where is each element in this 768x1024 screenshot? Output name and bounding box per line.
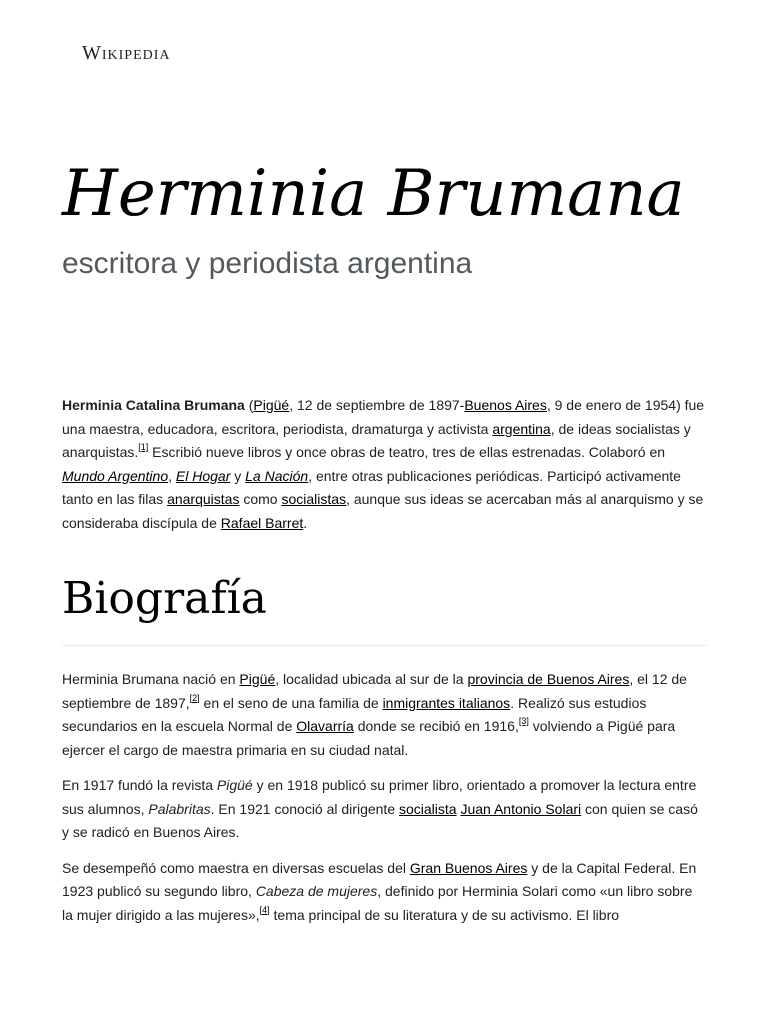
link-pigue[interactable]: Pigüé [253, 397, 290, 413]
link-provincia-buenos-aires[interactable]: provincia de Buenos Aires [467, 671, 630, 687]
text: Herminia Brumana nació en [62, 671, 240, 687]
subject-name: Herminia Catalina Brumana [62, 397, 245, 413]
wikipedia-logo[interactable]: Wikipedia [82, 42, 171, 64]
text: Se desempeñó como maestra en diversas escuelas del [62, 859, 410, 876]
text: ( [244, 397, 254, 413]
text: tema principal de su literatura y de su activismo. El libro [269, 906, 620, 923]
link-el-hogar[interactable]: El Hogar [175, 467, 231, 484]
text: , aunque sus ideas se acercaban más al anarquismo y se consideraba discípula de [62, 491, 704, 531]
emphasis-palabritas: Palabritas [148, 800, 211, 817]
page-title: Herminia Brumana [62, 157, 685, 231]
link-anarquistas[interactable]: anarquistas [167, 491, 240, 507]
text: , 12 de septiembre de 1897- [289, 397, 465, 413]
link-argentina[interactable]: argentina [492, 420, 551, 437]
link-socialista[interactable]: socialista [399, 800, 457, 817]
intro-paragraph [62, 394, 707, 535]
text: . [303, 514, 308, 531]
link-la-nacion[interactable]: La Nación [245, 467, 309, 484]
text: . Realizó sus estudios secundarios en la escuela Normal de [62, 694, 647, 734]
text: , el 12 de septiembre de 1897, [62, 671, 687, 711]
text: , definido por Herminia Solari como «un libro sobre la mujer dirigido a las mujeres», [62, 883, 693, 923]
link-rafael-barret[interactable]: Rafael Barret [220, 514, 304, 531]
text: volviendo a Pigüé para ejercer el cargo de maestra primaria en su ciudad natal. [62, 718, 676, 758]
text: , localidad ubicada al sur de la [275, 671, 468, 687]
text: donde se recibió en 1916, [353, 718, 519, 734]
link-pigue[interactable]: Pigüé [239, 671, 276, 687]
page-subtitle: escritora y periodista argentina [62, 247, 473, 280]
reference-link-2[interactable]: [2] [189, 692, 200, 703]
emphasis-pigue: Pigüé [216, 777, 253, 793]
link-juan-antonio-solari[interactable]: Juan Antonio Solari [460, 800, 582, 817]
link-mundo-argentino[interactable]: Mundo Argentino [62, 467, 169, 484]
reference-link-1[interactable]: [1] [138, 442, 149, 452]
text: y de la Capital Federal. En 1923 publicó su segundo libro, [62, 859, 697, 899]
text: en el seno de una familia de [199, 694, 383, 711]
text: , [168, 467, 176, 484]
text: y en 1918 publicó su primer libro, orientado a promover la lectura entre sus alumnos, [62, 777, 697, 817]
reference-4 [260, 905, 270, 915]
text: como [239, 491, 282, 507]
reference-1 [138, 442, 148, 452]
emphasis-cabeza-de-mujeres: Cabeza de mujeres [255, 883, 378, 899]
reference-link-4[interactable]: [4] [259, 904, 270, 915]
reference-link-3[interactable]: [3] [518, 716, 529, 726]
link-socialistas[interactable]: socialistas [281, 491, 347, 507]
link-gran-buenos-aires[interactable]: Gran Buenos Aires [409, 859, 528, 876]
text: , entre otras publicaciones periódicas. Participó activamente tanto en las filas [62, 467, 681, 507]
text: , 9 de enero de 1954) fue una maestra, educadora, escritora, periodista, dramaturga y activista [62, 397, 705, 437]
link-inmigrantes-italianos[interactable]: inmigrantes italianos [382, 694, 511, 711]
article-content [62, 394, 707, 939]
section-heading-biografia: Biografía [62, 569, 707, 646]
text: Escribió nueve libros y once obras de teatro, tres de ellas estrenadas. Colaboró en [148, 444, 666, 460]
link-olavarria[interactable]: Olavarría [296, 718, 354, 734]
biography-paragraph-2 [62, 774, 707, 845]
text: , de ideas socialistas y anarquistas. [62, 420, 691, 460]
reference-2 [190, 693, 200, 703]
link-buenos-aires[interactable]: Buenos Aires [464, 397, 547, 413]
text: con quien se casó y se radicó en Buenos Aires. [62, 800, 698, 840]
text: . En 1921 conoció al dirigente [210, 800, 399, 817]
biography-paragraph-1 [62, 668, 707, 762]
text: En 1917 fundó la revista [62, 777, 217, 793]
reference-3 [519, 716, 529, 726]
text: y [230, 467, 246, 484]
biography-paragraph-3 [62, 857, 707, 928]
